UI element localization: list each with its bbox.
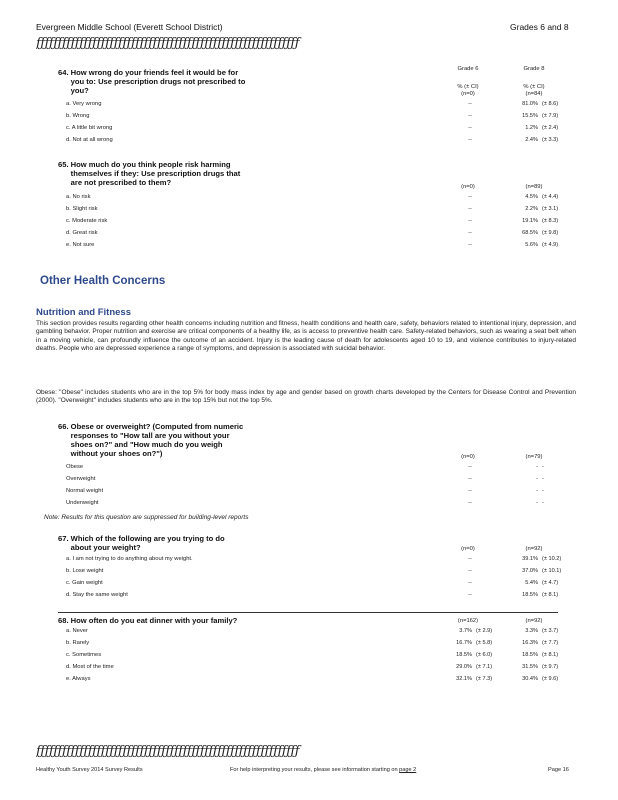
q66-option-label: Obese xyxy=(66,464,84,470)
q66-grade6-value: -- xyxy=(468,500,472,506)
q66-grade6-value: -- xyxy=(468,476,472,482)
q67-n8: (n=92) xyxy=(525,546,543,552)
q68-grade8-ci: (± 7.7) xyxy=(542,640,559,646)
q65-option-label: d. Great risk xyxy=(66,230,98,236)
q65-grade6-value: -- xyxy=(468,218,472,224)
q65-grade8-value: 4.5% xyxy=(525,194,538,200)
q67-option-label: a. I am not trying to do anything about my weight. xyxy=(66,556,193,562)
q68-option-label: a. Never xyxy=(66,628,88,634)
q67-grade8-value: 18.5% xyxy=(522,592,538,598)
q65-grade8-ci: (± 3.1) xyxy=(542,206,559,212)
q64-option-label: c. A little bit wrong xyxy=(66,125,113,131)
q64-grade8-value: 1.2% xyxy=(525,125,538,131)
q66-grade8-value: - xyxy=(536,476,538,482)
question-65: 65. How much do you think people risk harming themselves if they: Use prescription drugs that are not prescribed to them? xyxy=(58,160,241,187)
q66-grade8-ci: - xyxy=(542,488,544,494)
q67-option-label: d. Stay the same weight xyxy=(66,592,128,598)
q65-grade8-value: 19.1% xyxy=(522,218,538,224)
q67-grade6-value: -- xyxy=(468,568,472,574)
q66-grade8-ci: - xyxy=(542,476,544,482)
q68-option-label: e. Always xyxy=(66,676,91,682)
header-grades: Grades 6 and 8 xyxy=(510,22,569,32)
q66-option-label: Underweight xyxy=(66,500,99,506)
header-school: Evergreen Middle School (Everett School District) xyxy=(36,22,223,32)
question-66: 66. Obese or overweight? (Computed from numeric responses to "How tall are you without your shoes on?" and "How much do you weigh without your shoes on?") xyxy=(58,422,244,458)
q66-option-label: Overweight xyxy=(66,476,96,482)
q67-grade8-ci: (± 10.2) xyxy=(542,556,562,562)
q64-grade8-ci: (± 3.3) xyxy=(542,137,559,143)
q68-grade6-ci: (± 7.3) xyxy=(476,676,493,682)
q68-grade6-value: 16.7% xyxy=(456,640,472,646)
q65-grade8-ci: (± 4.9) xyxy=(542,242,559,248)
q64-grade8-ci: (± 7.9) xyxy=(542,113,559,119)
question-68: 68. How often do you eat dinner with your family? xyxy=(58,616,238,625)
col-header-grade6: Grade 6 xyxy=(457,66,479,72)
q65-grade6-value: -- xyxy=(468,242,472,248)
q65-grade8-ci: (± 9.8) xyxy=(542,230,559,236)
q68-grade8-ci: (± 9.6) xyxy=(542,676,559,682)
q66-option-label: Normal weight xyxy=(66,488,104,494)
q64-option-label: a. Very wrong xyxy=(66,101,102,107)
q66-note: Note: Results for this question are suppressed for building-level reports xyxy=(44,514,249,521)
q68-grade8-value: 31.5% xyxy=(522,664,538,670)
top-rule: ƒƒƒƒƒƒƒƒƒƒƒƒƒƒƒƒƒƒƒƒƒƒƒƒƒƒƒƒƒƒƒƒƒƒƒƒƒƒƒƒƒƒƒƒƒƒƒƒƒƒƒƒƒƒƒƒƒƒƒƒƒ xyxy=(36,36,300,51)
q68-separator xyxy=(58,612,558,613)
q66-grade8-value: - xyxy=(536,488,538,494)
q68-grade6-value: 29.0% xyxy=(456,664,472,670)
q64-grade8-ci: (± 2.4) xyxy=(542,125,559,131)
q64-grade6-value: -- xyxy=(468,125,472,131)
q68-n8: (n=92) xyxy=(525,618,543,624)
q64-grade8-value: 2.4% xyxy=(525,137,538,143)
q68-grade6-value: 3.7% xyxy=(459,628,472,634)
q68-grade8-value: 30.4% xyxy=(522,676,538,682)
question-67: 67. Which of the following are you trying to do about your weight? xyxy=(58,534,225,552)
q66-grade6-value: -- xyxy=(468,488,472,494)
q65-option-label: a. No risk xyxy=(66,194,91,200)
q68-grade6-ci: (± 2.9) xyxy=(476,628,493,634)
q65-n6: (n=0) xyxy=(461,184,475,190)
q68-grade8-ci: (± 8.1) xyxy=(542,652,559,658)
q66-grade8-ci: - xyxy=(542,500,544,506)
intro-paragraph: This section provides results regarding other health concerns including nutrition and fitness, health conditions and health care, safety, behaviors related to intentional injury, depression, and gambling behavior. Proper nutrition and exercise are critical components of a healthy life, as is access to preventive health care. Safety-related behaviors, such as wearing a seat belt when in a moving vehicle, can profoundly influence the outcome of an accident. Injury is the leading cause of death for adolescents aged 10 to 19, and violence contributes to injury-related deaths. People who are depressed experience a range of symptoms, and depression is associated with suicidal behavior. xyxy=(36,320,576,352)
footer-page-number: Page 16 xyxy=(548,767,569,773)
q67-grade8-value: 39.1% xyxy=(522,556,538,562)
q67-grade8-value: 37.0% xyxy=(522,568,538,574)
q68-n6: (n=162) xyxy=(457,618,479,624)
footer-help-text: For help interpreting your results, please see information starting on xyxy=(230,767,398,773)
section-title: Other Health Concerns xyxy=(40,275,166,287)
q65-grade8-ci: (± 8.3) xyxy=(542,218,559,224)
col-header-pct8: % (± CI) xyxy=(523,84,545,90)
q67-grade6-value: -- xyxy=(468,556,472,562)
q65-option-label: e. Not sure xyxy=(66,242,95,248)
q68-option-label: d. Most of the time xyxy=(66,664,114,670)
q68-grade6-ci: (± 6.0) xyxy=(476,652,493,658)
q67-grade6-value: -- xyxy=(468,580,472,586)
q65-grade8-ci: (± 4.4) xyxy=(542,194,559,200)
q66-grade6-value: -- xyxy=(468,464,472,470)
q65-grade6-value: -- xyxy=(468,206,472,212)
footer-help xyxy=(230,767,416,773)
q67-option-label: b. Lose weight xyxy=(66,568,104,574)
q68-grade8-value: 18.5% xyxy=(522,652,538,658)
q66-grade8-ci: - xyxy=(542,464,544,470)
subsection-title: Nutrition and Fitness xyxy=(36,307,131,318)
q64-grade8-value: 81.0% xyxy=(522,101,538,107)
q65-grade8-value: 68.5% xyxy=(522,230,538,236)
q67-grade8-ci: (± 10.1) xyxy=(542,568,562,574)
q64-grade8-value: 15.5% xyxy=(522,113,538,119)
q65-grade6-value: -- xyxy=(468,194,472,200)
q68-option-label: b. Rarely xyxy=(66,640,90,646)
q68-grade8-value: 3.3% xyxy=(525,628,538,634)
q67-option-label: c. Gain weight xyxy=(66,580,103,586)
q64-n6: (n=0) xyxy=(461,91,475,97)
q65-grade8-value: 5.6% xyxy=(525,242,538,248)
q64-option-label: b. Wrong xyxy=(66,113,90,119)
footer-page-link[interactable]: page 2 xyxy=(399,767,417,773)
q64-grade6-value: -- xyxy=(468,101,472,107)
q65-option-label: b. Slight risk xyxy=(66,206,98,212)
q68-grade6-ci: (± 7.1) xyxy=(476,664,493,670)
q65-option-label: c. Moderate risk xyxy=(66,218,108,224)
q68-grade8-ci: (± 9.7) xyxy=(542,664,559,670)
q67-grade8-ci: (± 8.1) xyxy=(542,592,559,598)
q67-grade6-value: -- xyxy=(468,592,472,598)
q64-grade6-value: -- xyxy=(468,113,472,119)
q64-grade6-value: -- xyxy=(468,137,472,143)
q66-grade8-value: - xyxy=(536,464,538,470)
q66-grade8-value: - xyxy=(536,500,538,506)
q65-grade6-value: -- xyxy=(468,230,472,236)
footer-left: Healthy Youth Survey 2014 Survey Results xyxy=(36,767,143,773)
bottom-rule: ƒƒƒƒƒƒƒƒƒƒƒƒƒƒƒƒƒƒƒƒƒƒƒƒƒƒƒƒƒƒƒƒƒƒƒƒƒƒƒƒƒƒƒƒƒƒƒƒƒƒƒƒƒƒƒƒƒƒƒƒƒ xyxy=(36,744,300,759)
q67-grade8-value: 5.4% xyxy=(525,580,538,586)
obese-paragraph: Obese: "Obese" includes students who are in the top 5% for body mass index by age and gender based on growth charts developed by the Centers for Disease Control and Prevention (2000). "Overweight" includes students who are in the top 15% but not the top 5%. xyxy=(36,389,576,405)
question-64: 64. How wrong do your friends feel it would be for you to: Use prescription drugs not prescribed to you? xyxy=(58,68,246,95)
q68-grade6-value: 32.1% xyxy=(456,676,472,682)
col-header-pct6: % (± CI) xyxy=(457,84,479,90)
q66-n6: (n=0) xyxy=(461,454,475,460)
q64-grade8-ci: (± 8.6) xyxy=(542,101,559,107)
q68-option-label: c. Sometimes xyxy=(66,652,102,658)
q68-grade6-ci: (± 5.8) xyxy=(476,640,493,646)
col-header-grade8: Grade 8 xyxy=(523,66,545,72)
q65-n8: (n=89) xyxy=(525,184,543,190)
q65-grade8-value: 2.2% xyxy=(525,206,538,212)
q68-grade8-ci: (± 3.7) xyxy=(542,628,559,634)
q67-n6: (n=0) xyxy=(461,546,475,552)
q67-grade8-ci: (± 4.7) xyxy=(542,580,559,586)
q64-n8: (n=84) xyxy=(525,91,543,97)
q68-grade6-value: 18.5% xyxy=(456,652,472,658)
q68-grade8-value: 16.3% xyxy=(522,640,538,646)
q64-option-label: d. Not at all wrong xyxy=(66,137,113,143)
q66-n8: (n=79) xyxy=(525,454,543,460)
